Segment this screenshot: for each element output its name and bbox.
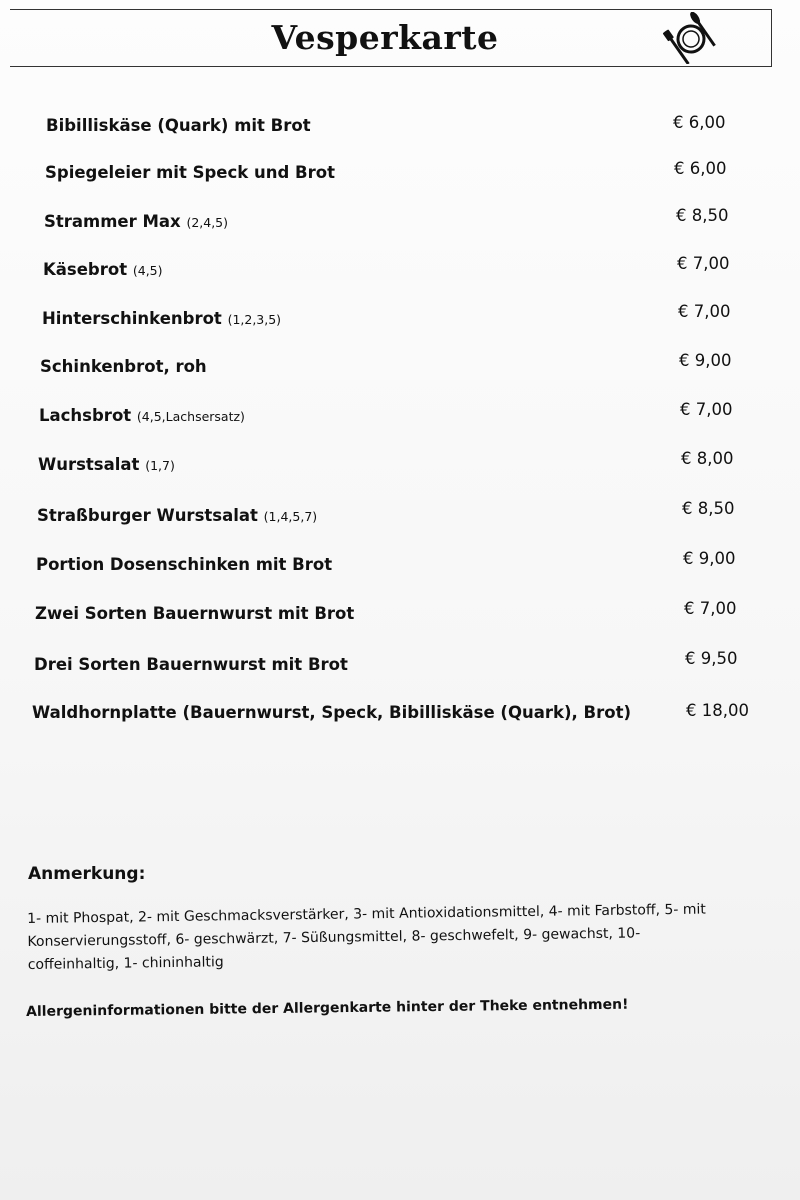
item-name: Schinkenbrot, roh (40, 357, 207, 376)
item-name: Strammer Max (2,4,5) (44, 212, 229, 231)
item-price: € 9,50 (685, 649, 738, 668)
item-name: Bibilliskäse (Quark) mit Brot (46, 116, 311, 135)
item-name: Käsebrot (4,5) (43, 260, 163, 279)
item-price: € 9,00 (679, 351, 732, 370)
item-price: € 7,00 (677, 254, 730, 273)
item-name: Waldhornplatte (Bauernwurst, Speck, Bibilliskäse (Quark), Brot) (32, 703, 632, 722)
item-price: € 7,00 (678, 302, 731, 321)
remarks-heading: Anmerkung: (28, 864, 146, 884)
item-price: € 8,50 (676, 206, 729, 225)
item-price: € 6,00 (674, 159, 727, 178)
item-name: Spiegeleier mit Speck und Brot (45, 163, 335, 182)
page-title: Vesperkarte (271, 18, 499, 57)
item-name: Wurstsalat (1,7) (38, 455, 175, 474)
item-price: € 9,00 (683, 549, 736, 568)
item-name: Portion Dosenschinken mit Brot (36, 555, 333, 574)
item-price: € 8,00 (681, 449, 734, 468)
item-name: Lachsbrot (4,5,Lachsersatz) (39, 406, 245, 425)
allergen-note: Allergeninformationen bitte der Allergenkarte hinter der Theke entnehmen! (26, 996, 629, 1020)
item-price: € 7,00 (680, 400, 733, 419)
item-price: € 8,50 (682, 499, 735, 518)
item-price: € 7,00 (684, 599, 737, 618)
item-name: Hinterschinkenbrot (1,2,3,5) (42, 309, 282, 328)
item-price: € 18,00 (686, 701, 749, 720)
item-name: Zwei Sorten Bauernwurst mit Brot (35, 604, 355, 623)
remarks-text: 1- mit Phospat, 2- mit Geschmacksverstärker, 3- mit Antioxidationsmittel, 4- mit Farbstoff, 5- mit Konservierungsstoff, 6- geschwärzt, 7- Süßungsmittel, 8- geschwefelt, 9- gewachst, 10- coffeinhaltig, 1- chininhaltig (27, 901, 706, 973)
item-name: Straßburger Wurstsalat (1,4,5,7) (37, 506, 318, 525)
item-name: Drei Sorten Bauernwurst mit Brot (34, 655, 348, 674)
item-price: € 6,00 (673, 113, 726, 132)
